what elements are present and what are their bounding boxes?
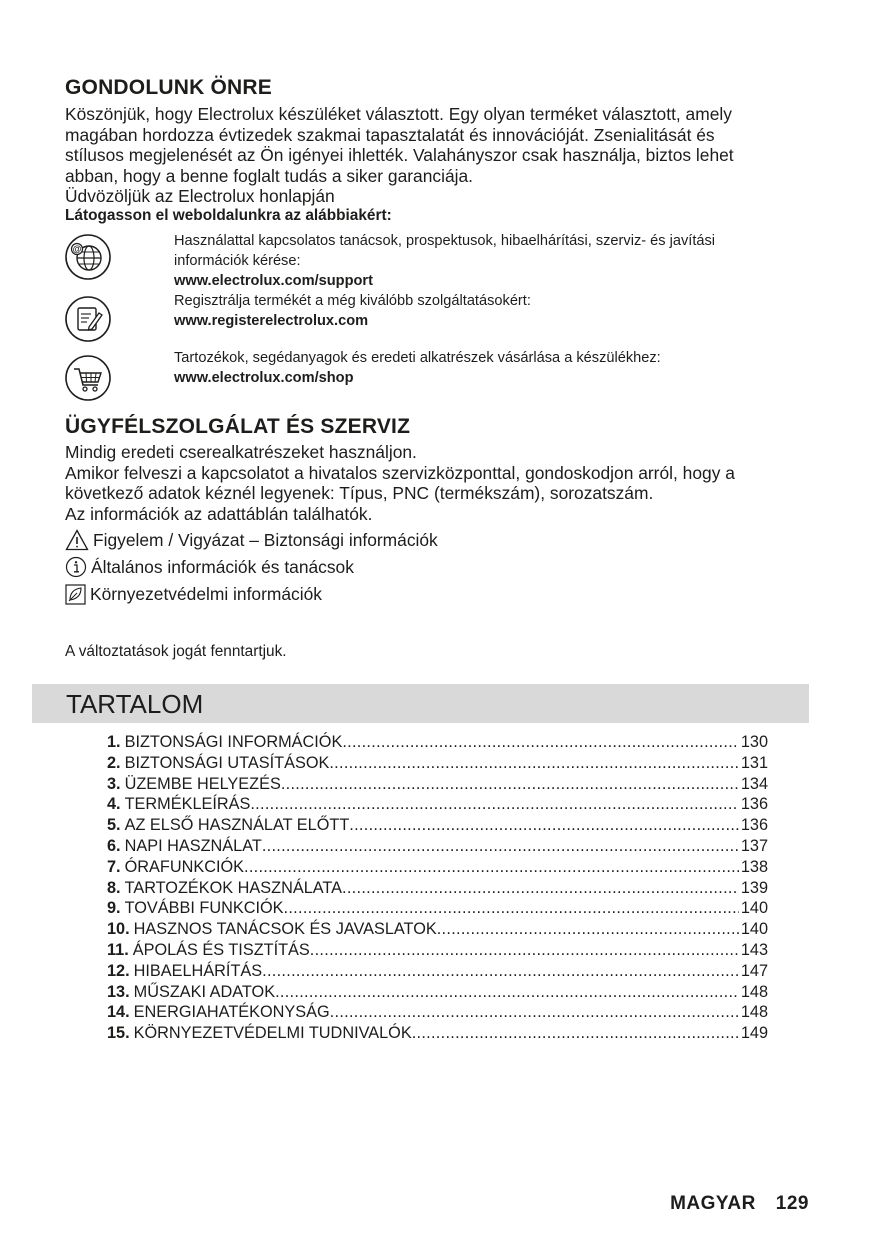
- toc-entry[interactable]: [107, 962, 768, 983]
- legend-label: Figyelem / Vigyázat – Biztonsági információk: [93, 529, 438, 550]
- toc-number: 10.: [107, 920, 130, 939]
- toc-title: TARTALOM: [66, 689, 204, 719]
- link-description: Használattal kapcsolatos tanácsok, prospektusok, hibaelhárítási, szerviz- és javítási: [174, 233, 716, 249]
- toc-number: 8.: [107, 878, 121, 897]
- toc-number: 13.: [107, 982, 130, 1001]
- toc-label: BIZTONSÁGI INFORMÁCIÓK: [124, 733, 343, 751]
- service-paragraph: [65, 442, 805, 524]
- toc-page: 137: [740, 836, 768, 855]
- intro-line: abban, hogy a benne foglalt tudás a siker garanciája.: [65, 165, 474, 186]
- toc-number: 2.: [107, 753, 121, 772]
- toc-entry[interactable]: [107, 920, 768, 941]
- toc-leader: [330, 1003, 739, 1022]
- toc-leader: [412, 1024, 739, 1043]
- intro-paragraph: [65, 104, 805, 207]
- page-footer: [670, 1193, 809, 1215]
- toc-entry[interactable]: [107, 941, 768, 962]
- toc-leader: [281, 775, 739, 794]
- toc-leader: [437, 920, 739, 939]
- service-line: Az információk az adattáblán találhatók.: [65, 503, 373, 524]
- toc-number: 14.: [107, 1003, 130, 1022]
- legend-environment: [65, 584, 322, 605]
- leaf-box-icon: [65, 584, 86, 605]
- section-title-gondolunk-onre: GONDOLUNK ÖNRE: [65, 76, 272, 99]
- footer-language: MAGYAR: [670, 1193, 756, 1214]
- service-line: következő adatok kéznél legyenek: Típus, PNC (termékszám), sorozatszám.: [65, 483, 654, 504]
- disclaimer-note: A változtatások jogát fenntartjuk.: [65, 643, 287, 660]
- legend-label: Környezetvédelmi információk: [90, 584, 322, 604]
- toc-entry[interactable]: [107, 837, 768, 858]
- toc-number: 5.: [107, 816, 121, 835]
- service-line: Amikor felveszi a kapcsolatot a hivatalos szervizközponttal, gondoskodjon arról, hogy a: [65, 462, 735, 483]
- toc-leader: [250, 795, 738, 814]
- toc-page: 139: [740, 878, 768, 897]
- toc-label: KÖRNYEZETVÉDELMI TUDNIVALÓK: [133, 1024, 412, 1043]
- toc-number: 7.: [107, 857, 121, 876]
- toc-leader: [342, 733, 739, 752]
- toc-label: AZ ELSŐ HASZNÁLAT ELŐTT: [124, 816, 350, 835]
- toc-page: 138: [740, 857, 768, 876]
- toc-entry[interactable]: [107, 733, 768, 754]
- toc-page: 134: [740, 774, 768, 793]
- svg-text:@: @: [72, 244, 82, 254]
- toc-label: NAPI HASZNÁLAT: [124, 836, 262, 855]
- toc-number: 4.: [107, 795, 121, 814]
- toc-leader: [244, 858, 739, 877]
- toc-label: ÓRAFUNKCIÓK: [124, 857, 245, 876]
- toc-label: ÜZEMBE HELYEZÉS: [124, 774, 281, 793]
- service-line: Mindig eredeti cserealkatrészeket használjon.: [65, 442, 417, 462]
- support-url-link[interactable]: www.electrolux.com/support: [174, 272, 373, 289]
- toc-leader: [349, 816, 739, 835]
- toc-label: MŰSZAKI ADATOK: [133, 982, 276, 1001]
- toc-page: 136: [740, 795, 768, 814]
- toc-leader: [262, 962, 739, 981]
- toc-entry[interactable]: [107, 879, 768, 900]
- link-description: Tartozékok, segédanyagok és eredeti alkatrészek vásárlása a készülékhez:: [174, 350, 661, 366]
- link-description: Regisztrálja termékét a még kiválóbb szolgáltatásokért:: [174, 293, 531, 309]
- toc-entry[interactable]: [107, 795, 768, 816]
- link-register: [174, 292, 804, 332]
- toc-number: 3.: [107, 774, 121, 793]
- toc-number: 12.: [107, 961, 130, 980]
- toc-page: 131: [740, 753, 768, 772]
- intro-line: magában hordozza évtizedek szakmai tapasztalatát és innovációját. Zsenialitását és: [65, 124, 715, 145]
- toc-entry[interactable]: [107, 775, 768, 796]
- toc-page: 148: [740, 982, 768, 1001]
- toc-page: 149: [740, 1024, 768, 1043]
- toc-leader: [275, 983, 739, 1002]
- intro-line: Üdvözöljük az Electrolux honlapján: [65, 186, 335, 207]
- toc-label: TOVÁBBI FUNKCIÓK: [124, 899, 284, 918]
- link-description: információk kérése:: [174, 252, 301, 269]
- toc-entry[interactable]: [107, 754, 768, 775]
- toc-entry[interactable]: [107, 899, 768, 920]
- legend-info: [65, 556, 354, 578]
- toc-entry[interactable]: [107, 1003, 768, 1024]
- shop-url-link[interactable]: www.electrolux.com/shop: [174, 369, 354, 386]
- info-circle-icon: [65, 556, 87, 578]
- toc-entry[interactable]: [107, 858, 768, 879]
- register-url-link[interactable]: www.registerelectrolux.com: [174, 312, 369, 329]
- toc-number: 9.: [107, 899, 121, 918]
- toc-leader: [342, 879, 739, 898]
- toc-label: ENERGIAHATÉKONYSÁG: [133, 1003, 330, 1022]
- link-support: [174, 232, 804, 291]
- toc-page: 136: [740, 816, 768, 835]
- globe-at-icon: [64, 233, 112, 281]
- toc-page: 148: [740, 1003, 768, 1022]
- warning-triangle-icon: [65, 529, 89, 551]
- toc-label: HASZNOS TANÁCSOK ÉS JAVASLATOK: [133, 920, 437, 939]
- toc-leader: [284, 899, 739, 918]
- visit-heading: Látogasson el weboldalunkra az alábbiakért:: [65, 207, 392, 224]
- toc-number: 6.: [107, 836, 121, 855]
- toc-number: 11.: [107, 940, 129, 959]
- toc-number: 15.: [107, 1024, 130, 1043]
- toc-label: ÁPOLÁS ÉS TISZTÍTÁS: [132, 940, 310, 959]
- toc-page: 147: [740, 961, 768, 980]
- toc-leader: [262, 837, 739, 856]
- register-pen-icon: [64, 295, 112, 343]
- legend-label: Általános információk és tanácsok: [91, 556, 354, 577]
- shopping-cart-icon: [64, 354, 112, 402]
- toc-label: HIBAELHÁRÍTÁS: [133, 961, 263, 980]
- toc-label: BIZTONSÁGI UTASÍTÁSOK: [124, 753, 330, 772]
- toc-page: 130: [740, 733, 768, 751]
- toc-entry[interactable]: [107, 816, 768, 837]
- toc-number: 1.: [107, 733, 121, 751]
- legend-warning: [65, 529, 438, 551]
- toc-entry[interactable]: [107, 983, 768, 1004]
- toc-page: 140: [740, 899, 768, 918]
- toc-leader: [329, 754, 738, 773]
- toc-page: 140: [740, 920, 768, 939]
- toc-label: TERMÉKLEÍRÁS: [124, 795, 251, 814]
- toc-header-bar: [32, 684, 809, 723]
- link-shop: [174, 349, 804, 389]
- toc-entry[interactable]: [107, 1024, 768, 1045]
- toc-label: TARTOZÉKOK HASZNÁLATA: [124, 878, 343, 897]
- toc-page: 143: [740, 940, 768, 959]
- table-of-contents: [107, 733, 768, 1045]
- intro-line: Köszönjük, hogy Electrolux készüléket választott. Egy olyan terméket választott, amely: [65, 104, 732, 124]
- intro-line: stílusos megjelenését az Ön igényei ihlették. Valahányszor csak használja, biztos lehet: [65, 145, 734, 166]
- footer-page-number: 129: [775, 1193, 809, 1214]
- section-title-ugyfelszolgalat: ÜGYFÉLSZOLGÁLAT ÉS SZERVIZ: [65, 415, 411, 438]
- toc-leader: [310, 941, 739, 960]
